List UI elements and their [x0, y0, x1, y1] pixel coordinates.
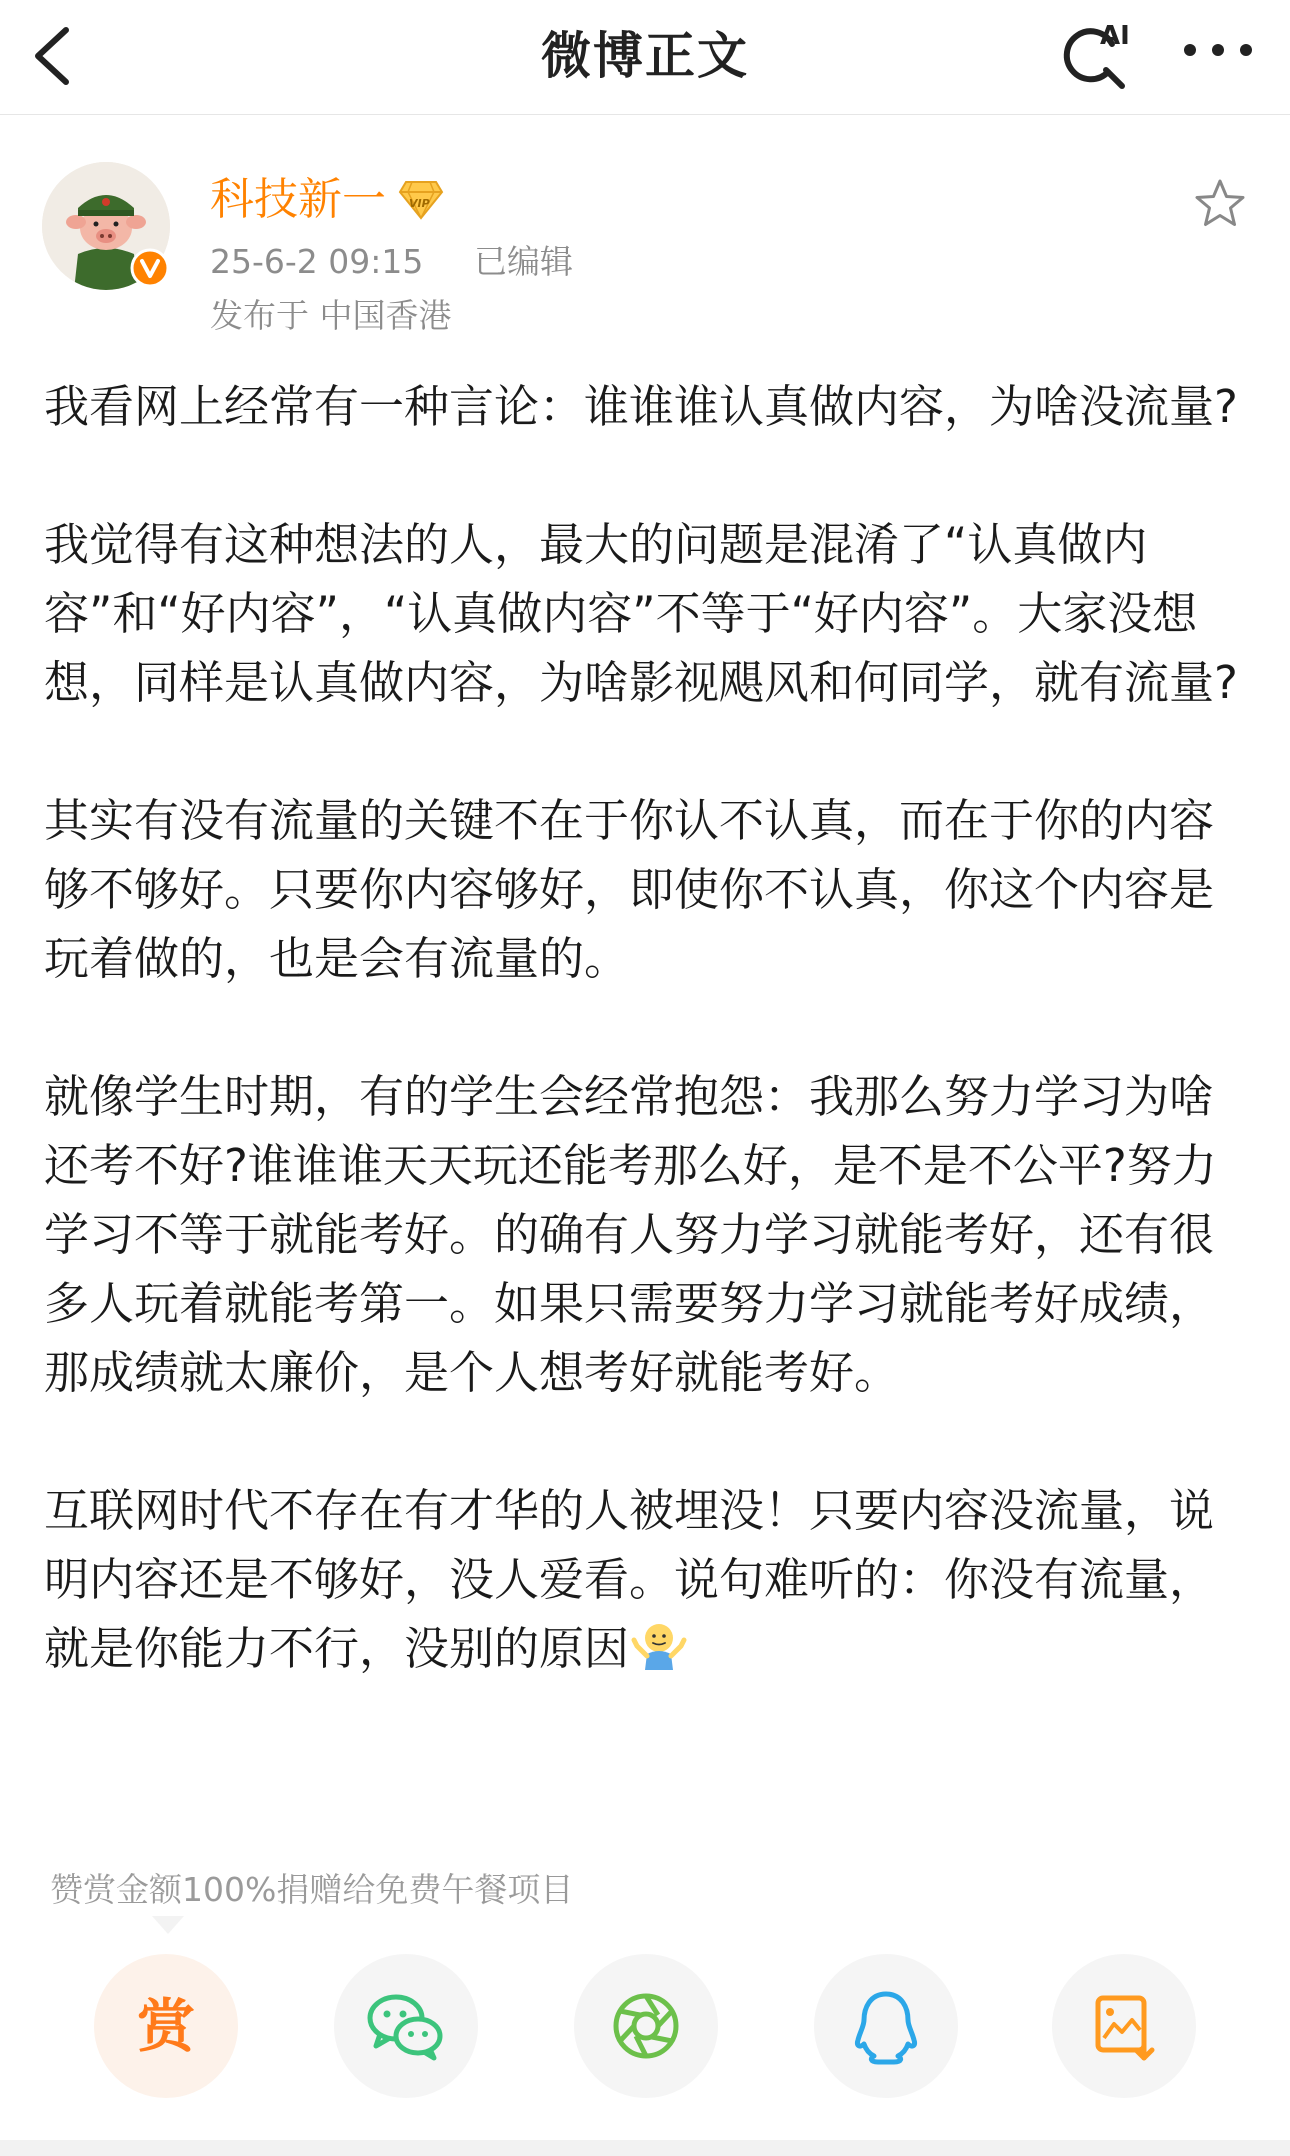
note-pointer [148, 1916, 188, 1940]
vip-diamond-icon [396, 174, 446, 224]
post-paragraph-last [44, 1476, 1244, 1683]
save-image-icon [1052, 1954, 1196, 2098]
post-paragraph-text: 互联网时代不存在有才华的人被埋没！只要内容没流量，说明内容还是不够好，没人爱看。说句难听的：你没有流量，就是你能力不行，没别的原因 [44, 1484, 1215, 1675]
ai-search-icon [1060, 14, 1140, 94]
more-dots-icon [1178, 30, 1258, 70]
wechat-icon [334, 1954, 478, 2098]
share-moments-button[interactable] [574, 1954, 718, 2098]
post-location: 发布于 中国香港 [210, 296, 452, 335]
share-row [0, 1954, 1290, 2102]
share-wechat-button[interactable] [334, 1954, 478, 2098]
verified-badge-icon [130, 248, 170, 288]
reward-note: 赞赏金额100%捐赠给免费午餐项目 [50, 1868, 573, 1912]
page-title: 微博正文 [541, 27, 749, 85]
ai-label: AI [1100, 21, 1130, 51]
shrug-emoji-icon [631, 1616, 687, 1672]
post-content [44, 372, 1244, 1683]
top-nav-bar [0, 0, 1290, 115]
author-avatar[interactable] [42, 162, 170, 290]
edited-label[interactable]: 已编辑 [474, 242, 573, 281]
post-timestamp: 25-6-2 09:15 [210, 242, 424, 281]
reward-button[interactable] [94, 1954, 238, 2098]
share-qq-button[interactable] [814, 1954, 958, 2098]
ai-search-button[interactable] [1060, 14, 1140, 94]
post-paragraph: 我看网上经常有一种言论：谁谁谁认真做内容，为啥没流量? [44, 380, 1238, 433]
post-paragraph: 其实有没有流量的关键不在于你认不认真，而在于你的内容够不够好。只要你内容够好，即使你不认真，你这个内容是玩着做的，也是会有流量的。 [44, 794, 1215, 985]
save-image-button[interactable] [1052, 1954, 1196, 2098]
post-paragraph: 我觉得有这种想法的人，最大的问题是混淆了“认真做内容”和“好内容”，“认真做内容”不等于“好内容”。大家没想想，同样是认真做内容，为啥影视飓风和何同学，就有流量? [44, 518, 1238, 709]
vip-label: VIP [409, 197, 430, 210]
reward-button-label: 赏 [136, 1992, 195, 2060]
star-icon [1192, 176, 1248, 232]
post-paragraph: 就像学生时期，有的学生会经常抱怨：我那么努力学习为啥还考不好?谁谁谁天天玩还能考那么好，是不是不公平?努力学习不等于就能考好。的确有人努力学习就能考好，还有很多人玩着就能考第一。如果只需要努力学习就能考好成绩，那成绩就太廉价，是个人想考好就能考好。 [44, 1070, 1217, 1399]
bottom-strip [0, 2140, 1290, 2156]
qq-penguin-icon [814, 1954, 958, 2098]
author-name[interactable]: 科技新一 [210, 174, 386, 225]
moments-icon [574, 1954, 718, 2098]
favorite-button[interactable] [1192, 176, 1248, 232]
more-button[interactable] [1178, 30, 1258, 70]
